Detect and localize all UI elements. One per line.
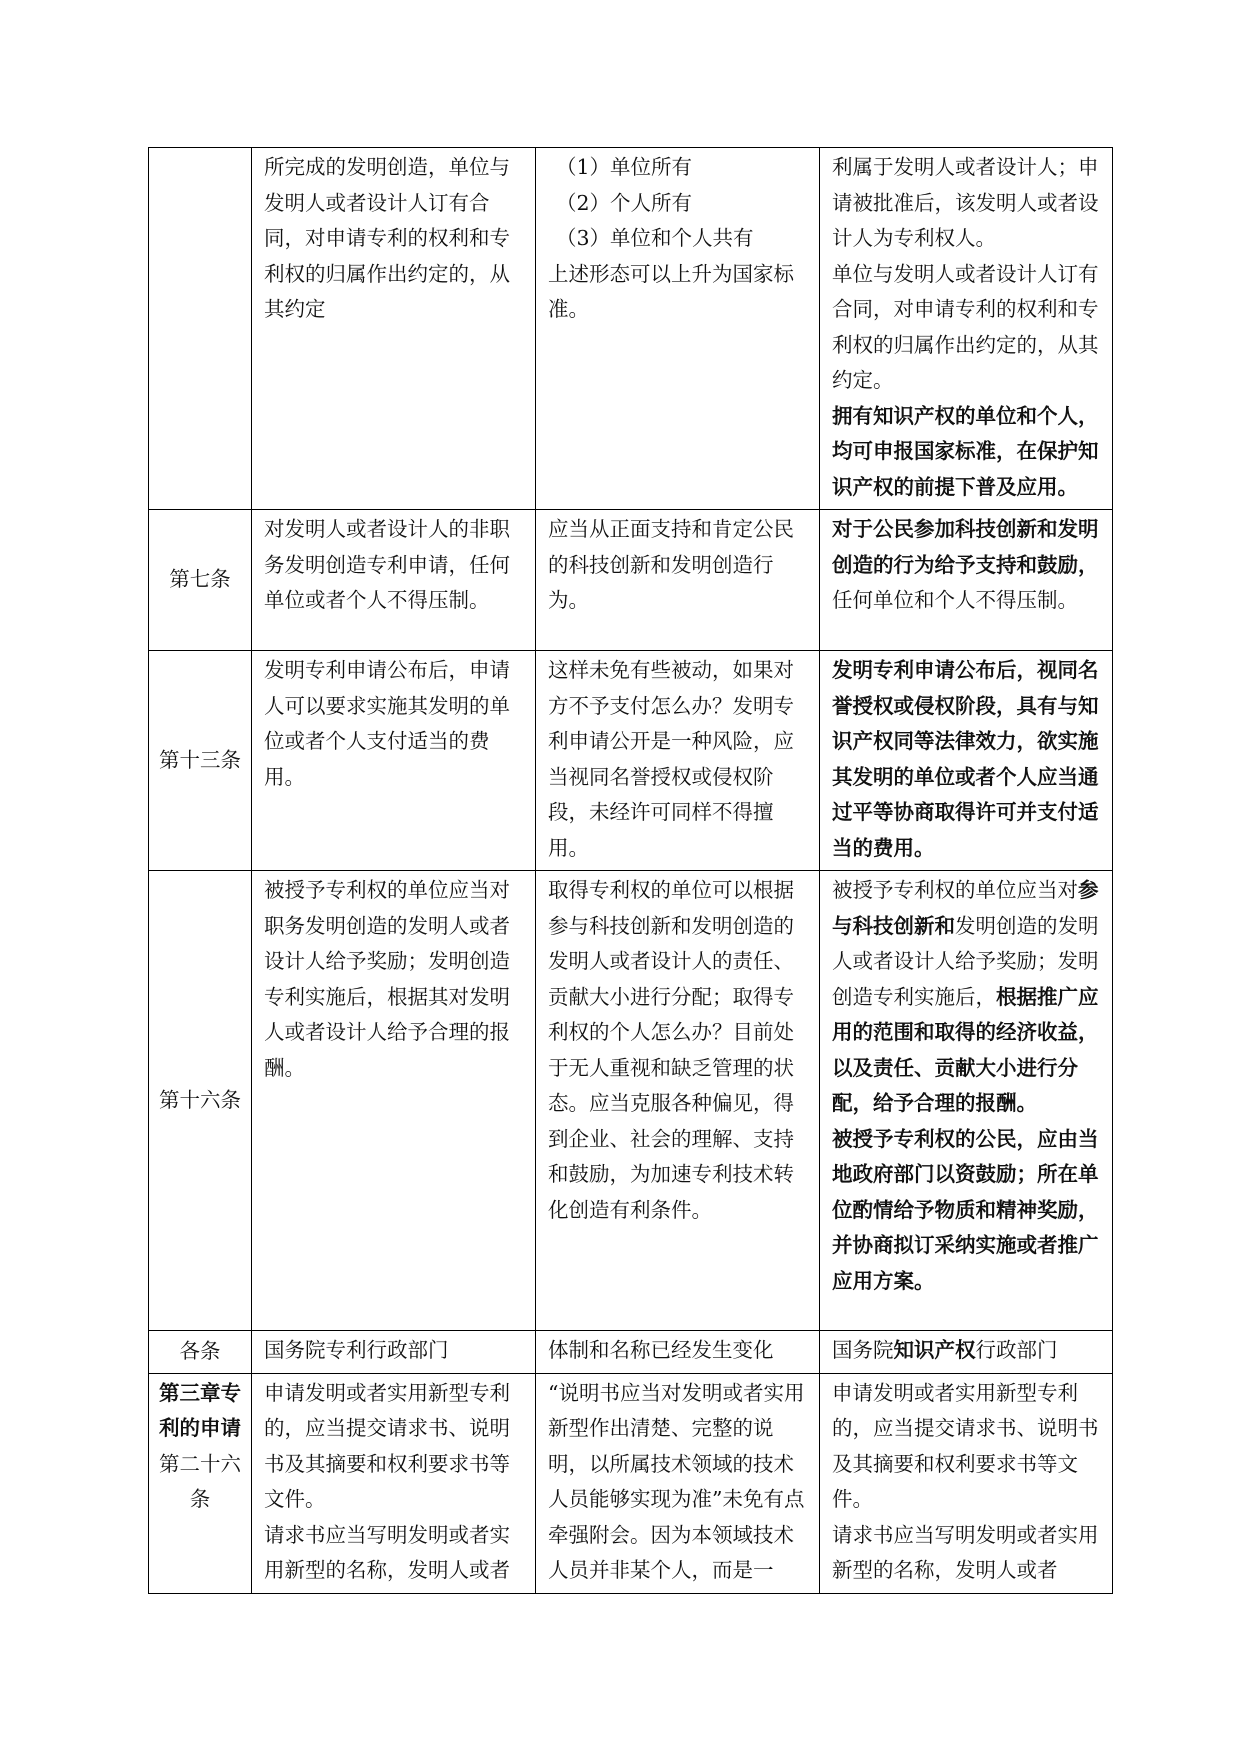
comment-cell <box>536 871 820 1331</box>
comment-cell <box>536 651 820 871</box>
comment-list-item: （1）单位所有 <box>556 155 693 179</box>
comment-paragraph: “说明书应当对发明或者实用新型作出清楚、完整的说明，以所属技术领域的技术人员能够实现为准”未免有点牵强附会。因为本领域技术人员并非某个人，而是一 <box>548 1380 805 1582</box>
original-text-cell <box>252 148 536 510</box>
table-row <box>149 871 1113 1331</box>
original-paragraph: 所完成的发明创造，单位与发明人或者设计人订有合同，对申请专利的权利和专利权的归属作出约定的，从其约定 <box>264 155 510 321</box>
article-cell <box>149 1373 252 1593</box>
article-cell: 第七条 <box>149 510 252 651</box>
comment-cell <box>536 1373 820 1593</box>
revision-paragraph: 申请发明或者实用新型专利的，应当提交请求书、说明书及其摘要和权利要求书等文件。 <box>832 1380 1099 1511</box>
revision-paragraph: 单位与发明人或者设计人订有合同，对申请专利的权利和专利权的归属作出约定的，从其约定。 <box>832 261 1099 392</box>
original-text-cell <box>252 1373 536 1593</box>
revision-text: 发明创造的发明人或者设计人给予奖励；发明创造专利实施后， <box>832 913 1099 1009</box>
revision-cell <box>820 510 1113 651</box>
table-row <box>149 651 1113 871</box>
table-row <box>149 510 1113 651</box>
revision-cell <box>820 148 1113 510</box>
article-cell: 第十三条 <box>149 651 252 871</box>
comment-cell <box>536 1331 820 1374</box>
original-paragraph: 对发明人或者设计人的非职务发明创造专利申请，任何单位或者个人不得压制。 <box>264 517 510 612</box>
original-paragraph: 发明专利申请公布后，申请人可以要求实施其发明的单位或者个人支付适当的费用。 <box>264 658 510 789</box>
comment-list-item: （2）个人所有 <box>556 190 693 215</box>
table-row <box>149 1373 1113 1593</box>
chapter-heading: 第三章专利的申请 <box>159 1380 241 1440</box>
original-paragraph: 申请发明或者实用新型专利的，应当提交请求书、说明书及其摘要和权利要求书等文件。 <box>264 1380 510 1511</box>
comment-paragraph: 体制和名称已经发生变化 <box>548 1338 774 1362</box>
table-row <box>149 1331 1113 1374</box>
revision-cell <box>820 871 1113 1331</box>
comment-paragraph: 应当从正面支持和肯定公民的科技创新和发明创造行为。 <box>548 517 794 612</box>
original-text-cell <box>252 651 536 871</box>
revision-text-bold: 参与科技创新和 <box>832 878 1099 938</box>
revision-text-bold: 根据推广应用的范围和取得的经济收益，以及责任、贡献大小进行分配，给予合理的报酬。 <box>832 984 1099 1115</box>
article-cell: 各条 <box>149 1331 252 1374</box>
revision-cell <box>820 1373 1113 1593</box>
revision-text-bold: 对于公民参加科技创新和发明创造的行为给予支持和鼓励， <box>832 517 1099 577</box>
revision-text: 行政部门 <box>975 1338 1058 1362</box>
patent-law-comparison-table <box>148 147 1113 1594</box>
revision-cell <box>820 651 1113 871</box>
original-paragraph: 国务院专利行政部门 <box>264 1338 449 1362</box>
revision-cell <box>820 1331 1113 1374</box>
revision-text: 被授予专利权的单位应当对 <box>832 878 1078 902</box>
article-label: 第二十六条 <box>159 1451 241 1511</box>
original-paragraph: 被授予专利权的单位应当对职务发明创造的发明人或者设计人给予奖励；发明创造专利实施后，根据其对发明人或者设计人给予合理的报酬。 <box>264 878 510 1080</box>
article-cell <box>149 148 252 510</box>
revision-paragraph: 利属于发明人或者设计人；申请被批准后，该发明人或者设计人为专利权人。 <box>832 155 1099 250</box>
original-text-cell <box>252 510 536 651</box>
comment-list-item: （3）单位和个人共有 <box>556 226 754 250</box>
revision-text: 国务院 <box>832 1338 894 1362</box>
comment-paragraph: 这样未免有些被动，如果对方不予支付怎么办？发明专利申请公开是一种风险，应当视同名誉授权或侵权阶段，未经许可同样不得擅用。 <box>548 658 794 860</box>
comment-paragraph: 上述形态可以上升为国家标准。 <box>548 261 794 321</box>
comment-paragraph: 取得专利权的单位可以根据参与科技创新和发明创造的发明人或者设计人的责任、贡献大小进行分配；取得专利权的个人怎么办？目前处于无人重视和缺乏管理的状态。应当克服各种偏见，得到企业、社会的理解、支持和鼓励，为加速专利技术转化创造有利条件。 <box>548 878 794 1222</box>
revision-paragraph-bold: 发明专利申请公布后，视同名誉授权或侵权阶段，具有与知识产权同等法律效力，欲实施其发明的单位或者个人应当通过平等协商取得许可并支付适当的费用。 <box>832 658 1099 860</box>
revision-text: 任何单位和个人不得压制。 <box>832 588 1078 612</box>
original-paragraph: 请求书应当写明发明或者实用新型的名称，发明人或者 <box>264 1522 510 1582</box>
article-cell: 第十六条 <box>149 871 252 1331</box>
revision-paragraph: 请求书应当写明发明或者实用新型的名称，发明人或者 <box>832 1522 1099 1582</box>
revision-paragraph-bold: 拥有知识产权的单位和个人，均可申报国家标准，在保护知识产权的前提下普及应用。 <box>832 403 1099 499</box>
original-text-cell <box>252 1331 536 1374</box>
comment-cell <box>536 148 820 510</box>
comment-cell <box>536 510 820 651</box>
original-text-cell <box>252 871 536 1331</box>
revision-text-bold: 知识产权 <box>893 1338 976 1362</box>
revision-paragraph-bold: 被授予专利权的公民，应由当地政府部门以资鼓励；所在单位酌情给予物质和精神奖励，并协商拟订采纳实施或者推广应用方案。 <box>832 1126 1099 1293</box>
table-row <box>149 148 1113 510</box>
